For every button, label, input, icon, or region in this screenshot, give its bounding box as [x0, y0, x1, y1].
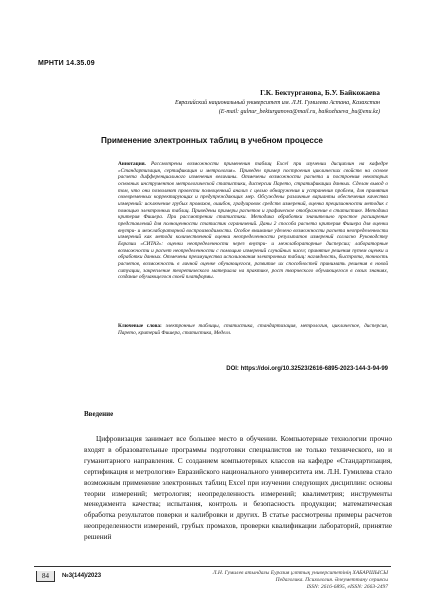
page-number: 84	[36, 571, 55, 582]
section-heading: Введение	[84, 410, 114, 418]
keywords-text: электронные таблицы, статистика, стандартизация, метрология, циклическое, дисперсия, Парето, критерий Фишера, статистика, Меделл.	[118, 323, 389, 337]
authors: Г.К. Бектурганова, Б.У. Байкожаева	[260, 88, 380, 97]
affiliation-email: (E-mail: gulnur_bekturganova@mail.ru, baikozhaeva_bu@enu.kz)	[218, 108, 380, 115]
footer-divider	[34, 566, 391, 567]
affiliation-line: Евразийский национальный университет им. Л.Н. Гумилева Астана, Казахстан	[175, 100, 380, 106]
abstract-text: Рассмотрены возможности применения таблиц Excel при изучении дисциплин на кафедре «Стандартизация, сертификация и метрология». Приведен пример построения циклических свойств на основе расчета дифференциального изменения величины. Отмечены возможности расчета и построения некоторых основных инструментов метрологической статистики, дисперсии Парето, стратификации данных. Сделан вывод о том, что они позволяют провести полноценный анализ с целью обнаружения и устранения проблем, для принятия своевременных корректирующих и предупреждающих мер. Обсуждены различные варианты обеспечения качества измерений: исключение грубых промахов, ошибок, градуировок средств измерений, оценка прецизионности методик с помощью электронных таблиц. Приведены примеры расчетов и графическое отображение в статистике. Методика критерия Фишера. При рассмотрении статистики. Методика обработки значительно простое расширение представлений для полноценности статистик ограничений. Даны 2 способа расчета критерия Фишера для оценки внутри- и межлабораторной воспроизводимости. Особое внимание уделено возможности расчета неопределенности измерений как метода количественной оценки неопределенности результатов измерений согласно Руководству Евразии «СИТАЗ»: оценки неопределенности через внутри- и межлабораторные дисперсии; лабораторные возможности и расчет неопределенности с помощью измерений случайных чисел; принятие решения путем оценки и обработки данных. Отмечены преимущества использования электронных таблиц: наглядность, быстрота, точность расчетов, возможность в личной оценке обучающегося, развитие их способностей принимать решения в новой ситуации, закрепление теоретического материала на практике, рост творческого обучающегося в своих знаниях, создание обучающегося своей платформы.	[118, 161, 389, 281]
article-title: Применение электронных таблиц в учебном процессе	[101, 136, 323, 145]
grnti-code: МРНТИ 14.35.09	[38, 60, 95, 67]
journal-title: Л.Н. Гумилев атындағы Еуразия ұлттық университетінің ХАБАРШЫСЫ	[212, 570, 388, 576]
intro-paragraph: Цифровизация занимает все большее место в обучении. Компьютерные технологии прочно входят в образовательные программы подготовки специалистов не только технического, но и гуманитарного направления. С созданием компьютерных классов на кафедре «Стандартизация, сертификация и метрология» Евразийского национального университета им. Л.Н. Гумилева стало возможным применение электронных таблиц Excel при изучении следующих дисциплин: основы теории измерений; метрология; неопределенность измерений; квалиметрия; инструменты менеджмента качества; испытания, контроль и безопасность продукции; математическая обработка результатов поверки и калибровки и других. В статье рассмотрены примеры расчетов неопределенности измерений, грубых промахов, проверки квалификации лабораторий, принятие решений	[84, 434, 392, 542]
journal-issn: ISSN: 2616-6895, eISSN: 2663-2497	[306, 584, 388, 590]
keywords	[118, 323, 388, 337]
affiliation	[175, 99, 380, 116]
keywords-label: Ключевые слова:	[118, 323, 162, 329]
journal-series: Педагогика. Психология. Әлеуметтану сериясы	[275, 577, 388, 583]
doi-link[interactable]: DOI: https://doi.org/10.32523/2616-6895-2023-144-3-94-99	[226, 366, 388, 372]
issue-number: №3(144)/2023	[62, 573, 102, 579]
abstract-label: Аннотация.	[118, 161, 146, 167]
abstract	[118, 161, 388, 281]
journal-info	[168, 570, 388, 591]
